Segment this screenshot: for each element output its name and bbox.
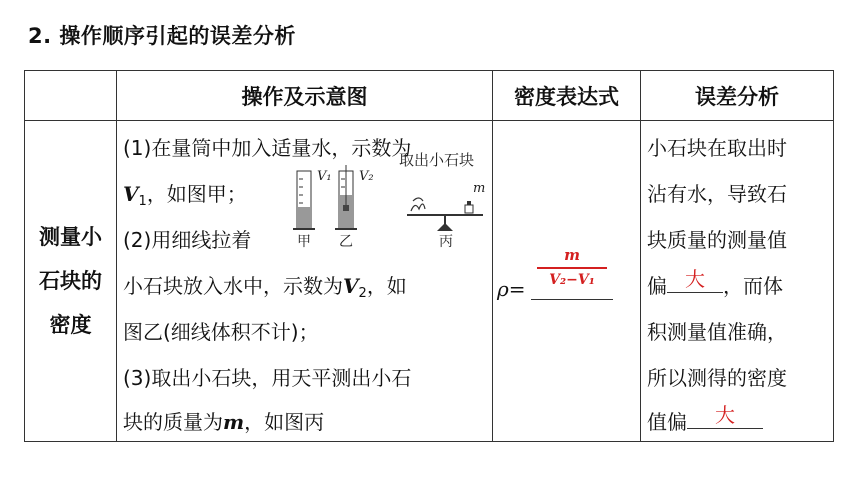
v1-label: V₁ [317,169,332,184]
section-heading: 2. 操作顺序引起的误差分析 [28,24,296,48]
m-label: m [473,181,486,196]
answer-blank-1 [667,292,723,293]
balance-icon [407,198,483,231]
op-line-4 [123,273,407,307]
row-label-line: 密度 [49,313,92,337]
op-text: ，如图丙 [244,410,325,434]
var-v: V [343,274,359,298]
row-label [25,121,117,442]
header-operation: 操作及示意图 [117,71,493,121]
analysis-cell [641,121,834,442]
var-sub: 1 [138,194,147,209]
density-fraction [537,245,607,289]
analysis-table [24,70,834,442]
table-row [25,121,834,442]
var-sub: 2 [358,286,367,301]
analysis-line-4 [647,273,783,299]
op-line-2 [123,181,247,215]
fraction-numerator: m [564,246,580,264]
analysis-line-5: 积测量值准确， [647,320,787,344]
cylinder-a-icon [293,171,315,229]
header-analysis: 误差分析 [641,71,834,121]
row-label-line: 石块的 [39,269,102,293]
analysis-text: 值偏 [647,410,687,434]
op-text: ，如 [366,274,407,298]
analysis-line-2: 沾有水，导致石 [647,182,787,206]
figure-title: 取出小石块 [399,151,475,169]
header-formula: 密度表达式 [493,71,641,121]
operation-cell [117,121,493,442]
answer-1: 大 [685,267,705,291]
formula-cell [493,121,641,442]
analysis-line-1: 小石块在取出时 [647,136,787,160]
analysis-line-7 [647,409,763,435]
v2-label: V₂ [359,169,374,184]
row-label-line: 测量小 [39,225,102,249]
op-text: ，如图甲； [146,182,247,206]
cylinder-b-icon [335,165,357,229]
var-v: V [123,182,139,206]
op-text: 块的质量为 [123,410,223,434]
formula-blank-line [531,299,613,300]
analysis-text: 偏 [647,274,667,298]
op-line-5: 图乙(细线体积不计)； [123,320,319,344]
header-empty [25,71,117,121]
caption-a: 甲 [297,234,311,250]
fraction-denominator: V₂−V₁ [549,272,595,288]
op-line-1: (1)在量筒中加入适量水，示数为 [123,136,412,160]
caption-c: 丙 [439,234,453,250]
fraction-bar [537,267,607,269]
analysis-line-3: 块质量的测量值 [647,228,787,252]
table-header-row [25,71,834,121]
op-line-6: (3)取出小石块，用天平测出小石 [123,366,412,390]
analysis-line-6: 所以测得的密度 [647,366,787,390]
var-m: m [223,410,245,434]
op-text: 小石块放入水中，示数为 [123,274,343,298]
analysis-text: ，而体 [723,274,783,298]
op-line-3: (2)用细线拉着 [123,228,252,252]
answer-2: 大 [715,403,735,427]
answer-blank-2 [687,428,763,429]
rho-symbol: ρ= [497,277,526,301]
caption-b: 乙 [339,234,353,250]
experiment-figure [287,151,487,250]
op-line-7 [123,409,324,435]
